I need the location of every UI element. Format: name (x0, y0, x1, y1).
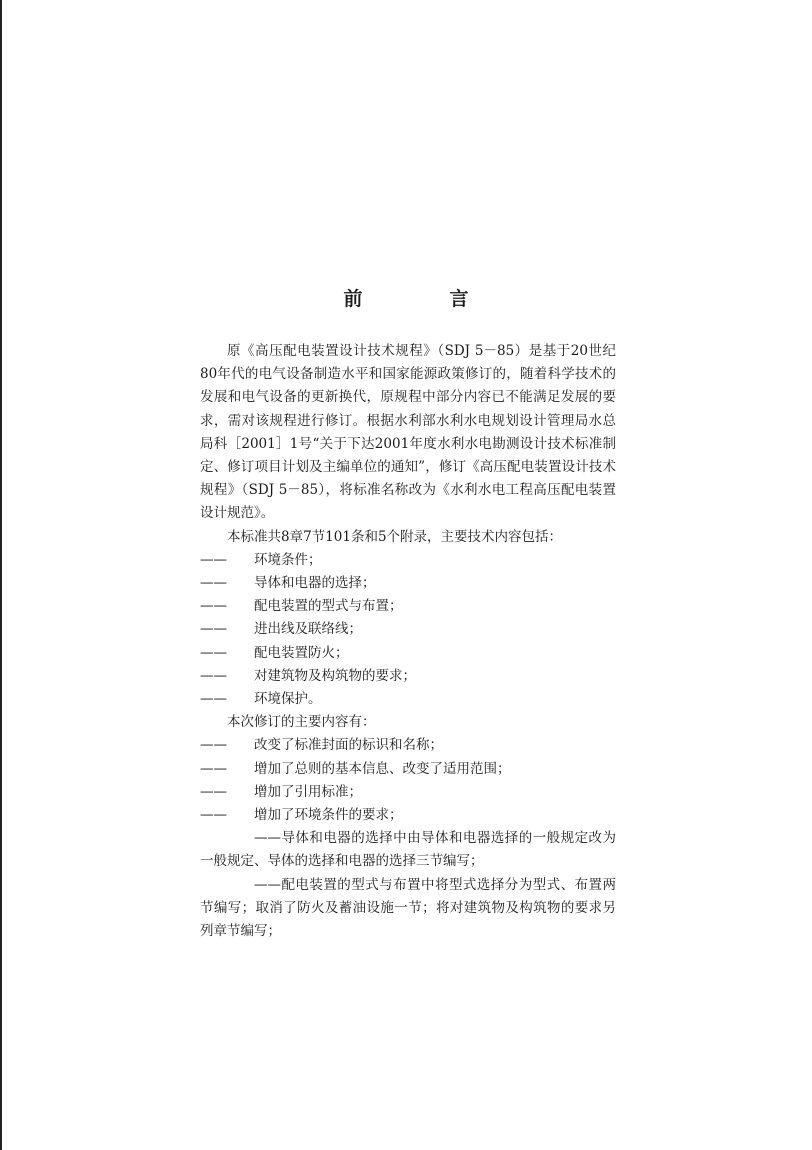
list-dash: —— (200, 575, 227, 592)
list-dash: —— (200, 644, 227, 661)
list-dash: —— (254, 876, 281, 893)
list-item: —— 配电装置防火； (200, 642, 616, 665)
list-dash: —— (200, 737, 227, 754)
list-dash: —— (200, 783, 227, 800)
list-item: —— 环境保护。 (200, 688, 616, 711)
intro-paragraph: 原《高压配电装置设计技术规程》（SDJ 5－85）是基于20世纪80年代的电气设备制造水平和国家能源政策修订的，随着科学技术的发展和电气设备的更新换代，原规程中部分内容已不能满足发展的要求，需对该规程进行修订。根据水利部水利水电规划设计管理局水总局科［2001］1号“关于下达2001年度水利水电勘测设计技术标准制定、修订项目计划及主编单位的通知”，修订《高压配电装置设计技术规程》（SDJ 5－85），将标准名称改为《水利水电工程高压配电装置设计规范》。 (200, 343, 616, 522)
list-item: —— 增加了总则的基本信息、改变了适用范围； (200, 758, 616, 781)
scope-paragraph: 本标准共8章7节101条和5个附录，主要技术内容包括： (227, 528, 563, 545)
page-title: 前 言 (343, 288, 503, 310)
list-item: —— 环境条件； (200, 549, 616, 572)
list-item: —— 进出线及联络线； (200, 618, 616, 641)
list-dash: —— (254, 830, 281, 847)
list-item: —— 增加了环境条件的要求； (200, 804, 616, 827)
list-item: —— 改变了标准封面的标识和名称； (200, 734, 616, 757)
list-item: —— 配电装置的型式与布置； (200, 595, 616, 618)
document-body (200, 340, 616, 943)
list-item: —— 对建筑物及构筑物的要求； (200, 665, 616, 688)
list-item: —— 增加了引用标准； (200, 781, 616, 804)
list-dash: —— (200, 551, 227, 568)
list-dash: —— (200, 691, 227, 708)
list-item: ——配电装置的型式与布置中将型式选择分为型式、布置两节编写；取消了防火及蓄油设施一节；将对建筑物及构筑物的要求另列章节编写； (200, 876, 616, 940)
list-item: —— 导体和电器的选择； (200, 572, 616, 595)
list-dash: —— (200, 807, 227, 824)
page-left-border (0, 0, 2, 1150)
list-dash: —— (200, 621, 227, 638)
list-dash: —— (200, 667, 227, 684)
list-dash: —— (200, 760, 227, 777)
list-item: ——导体和电器的选择中由导体和电器选择的一般规定改为一般规定、导体的选择和电器的选择三节编写； (200, 830, 616, 870)
list-dash: —— (200, 598, 227, 615)
revision-paragraph: 本次修订的主要内容有： (227, 714, 376, 731)
